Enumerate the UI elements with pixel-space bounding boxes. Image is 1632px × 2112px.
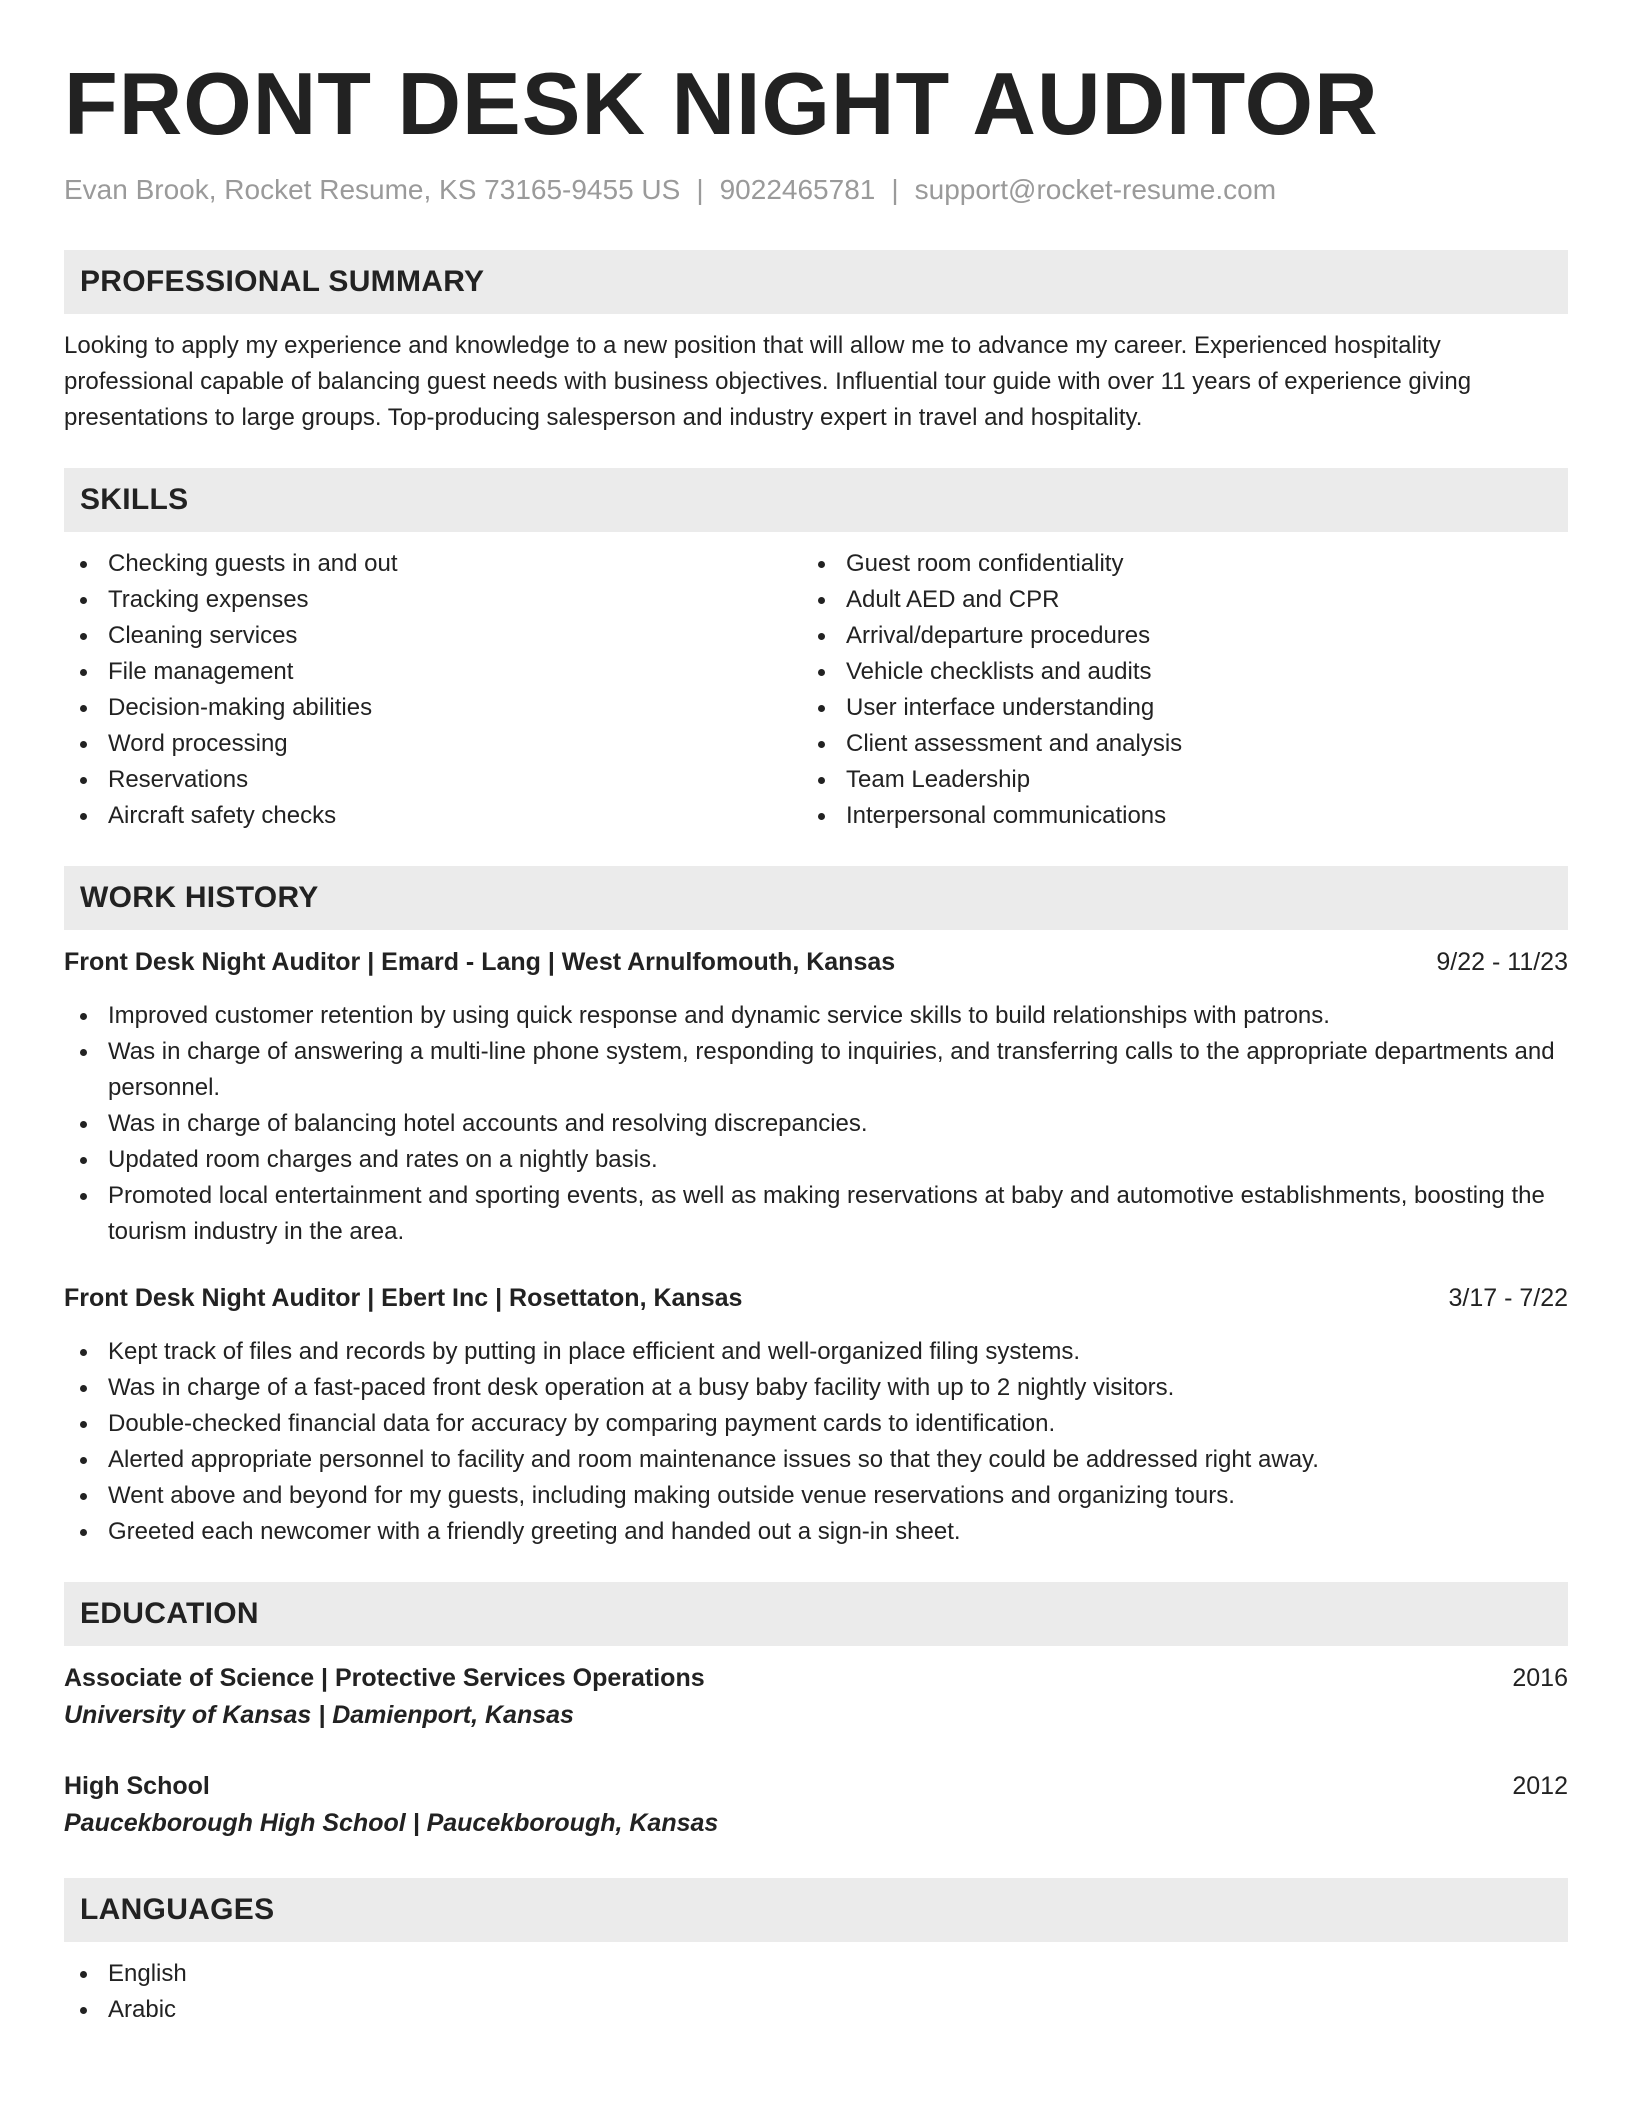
skill-item: Aircraft safety checks (64, 798, 802, 834)
education-header (64, 1768, 1568, 1804)
skill-item: Arrival/departure procedures (802, 618, 1568, 654)
education-degree: Associate of Science | Protective Services Operations (64, 1664, 705, 1692)
job-date: 3/17 - 7/22 (1448, 1284, 1568, 1312)
job-bullet: Greeted each newcomer with a friendly greeting and handed out a sign-in sheet. (64, 1514, 1568, 1550)
job-entry (64, 1280, 1568, 1550)
job-bullet: Alerted appropriate personnel to facility and room maintenance issues so that they could be addressed right away. (64, 1442, 1568, 1478)
job-date: 9/22 - 11/23 (1436, 948, 1568, 976)
education-school: Paucekborough High School | Paucekborough, Kansas (64, 1809, 719, 1837)
skill-item: Word processing (64, 726, 802, 762)
job-bullet: Improved customer retention by using quick response and dynamic service skills to build relationships with patrons. (64, 998, 1568, 1034)
skills-list (64, 546, 1568, 834)
language-item: English (64, 1956, 1568, 1992)
skill-item: Adult AED and CPR (802, 582, 1568, 618)
skills-right-column (802, 546, 1568, 834)
skill-item: Team Leadership (802, 762, 1568, 798)
skill-item: Client assessment and analysis (802, 726, 1568, 762)
summary-heading: PROFESSIONAL SUMMARY (64, 250, 1568, 314)
job-bullet: Was in charge of balancing hotel accounts and resolving discrepancies. (64, 1106, 1568, 1142)
job-header (64, 1280, 1568, 1316)
languages-heading: LANGUAGES (64, 1878, 1568, 1942)
education-heading: EDUCATION (64, 1582, 1568, 1646)
skill-item: Vehicle checklists and audits (802, 654, 1568, 690)
languages-list (64, 1956, 1568, 2028)
job-bullet: Went above and beyond for my guests, including making outside venue reservations and organizing tours. (64, 1478, 1568, 1514)
job-bullets (64, 1334, 1568, 1550)
resume-title: FRONT DESK NIGHT AUDITOR (64, 54, 1379, 153)
skills-heading: SKILLS (64, 468, 1568, 532)
education-entry (64, 1768, 1568, 1842)
skill-item: Reservations (64, 762, 802, 798)
education-entry (64, 1660, 1568, 1734)
work-history-heading: WORK HISTORY (64, 866, 1568, 930)
skills-left-column (64, 546, 802, 834)
contact-phone: 9022465781 (719, 174, 876, 205)
job-title: Front Desk Night Auditor | Emard - Lang | West Arnulfomouth, Kansas (64, 948, 896, 976)
contact-separator: | (891, 174, 899, 205)
contact-address: Evan Brook, Rocket Resume, KS 73165-9455 US (64, 174, 681, 205)
education-year: 2016 (1512, 1664, 1568, 1692)
education-header (64, 1660, 1568, 1696)
contact-email: support@rocket-resume.com (914, 174, 1277, 205)
education-year: 2012 (1512, 1772, 1568, 1800)
skill-item: File management (64, 654, 802, 690)
job-header (64, 944, 1568, 980)
skill-item: Cleaning services (64, 618, 802, 654)
job-entry (64, 944, 1568, 1250)
job-bullet: Was in charge of a fast-paced front desk operation at a busy baby facility with up to 2 nightly visitors. (64, 1370, 1568, 1406)
job-bullet: Was in charge of answering a multi-line phone system, responding to inquiries, and transferring calls to the appropriate departments and personnel. (64, 1034, 1568, 1106)
job-bullet: Double-checked financial data for accuracy by comparing payment cards to identification. (64, 1406, 1568, 1442)
education-school: University of Kansas | Damienport, Kansas (64, 1701, 574, 1729)
skill-item: Decision-making abilities (64, 690, 802, 726)
skill-item: Interpersonal communications (802, 798, 1568, 834)
skill-item: Tracking expenses (64, 582, 802, 618)
skill-item: Checking guests in and out (64, 546, 802, 582)
summary-text: Looking to apply my experience and knowledge to a new position that will allow me to advance my career. Experienced hospitality professional capable of balancing guest needs with business objectives. Influential tour guide with over 11 years of experience giving presentations to large groups. Top-producing salesperson and industry expert in travel and hospitality. (64, 332, 1472, 431)
job-bullet: Updated room charges and rates on a nightly basis. (64, 1142, 1568, 1178)
contact-separator: | (696, 174, 704, 205)
contact-line (64, 170, 1568, 210)
skill-item: User interface understanding (802, 690, 1568, 726)
job-bullets (64, 998, 1568, 1250)
language-item: Arabic (64, 1992, 1568, 2028)
job-title: Front Desk Night Auditor | Ebert Inc | Rosettaton, Kansas (64, 1284, 743, 1312)
job-bullet: Promoted local entertainment and sporting events, as well as making reservations at baby and automotive establishments, boosting the tourism industry in the area. (64, 1178, 1568, 1250)
skill-item: Guest room confidentiality (802, 546, 1568, 582)
job-bullet: Kept track of files and records by putting in place efficient and well-organized filing systems. (64, 1334, 1568, 1370)
education-degree: High School (64, 1772, 210, 1800)
